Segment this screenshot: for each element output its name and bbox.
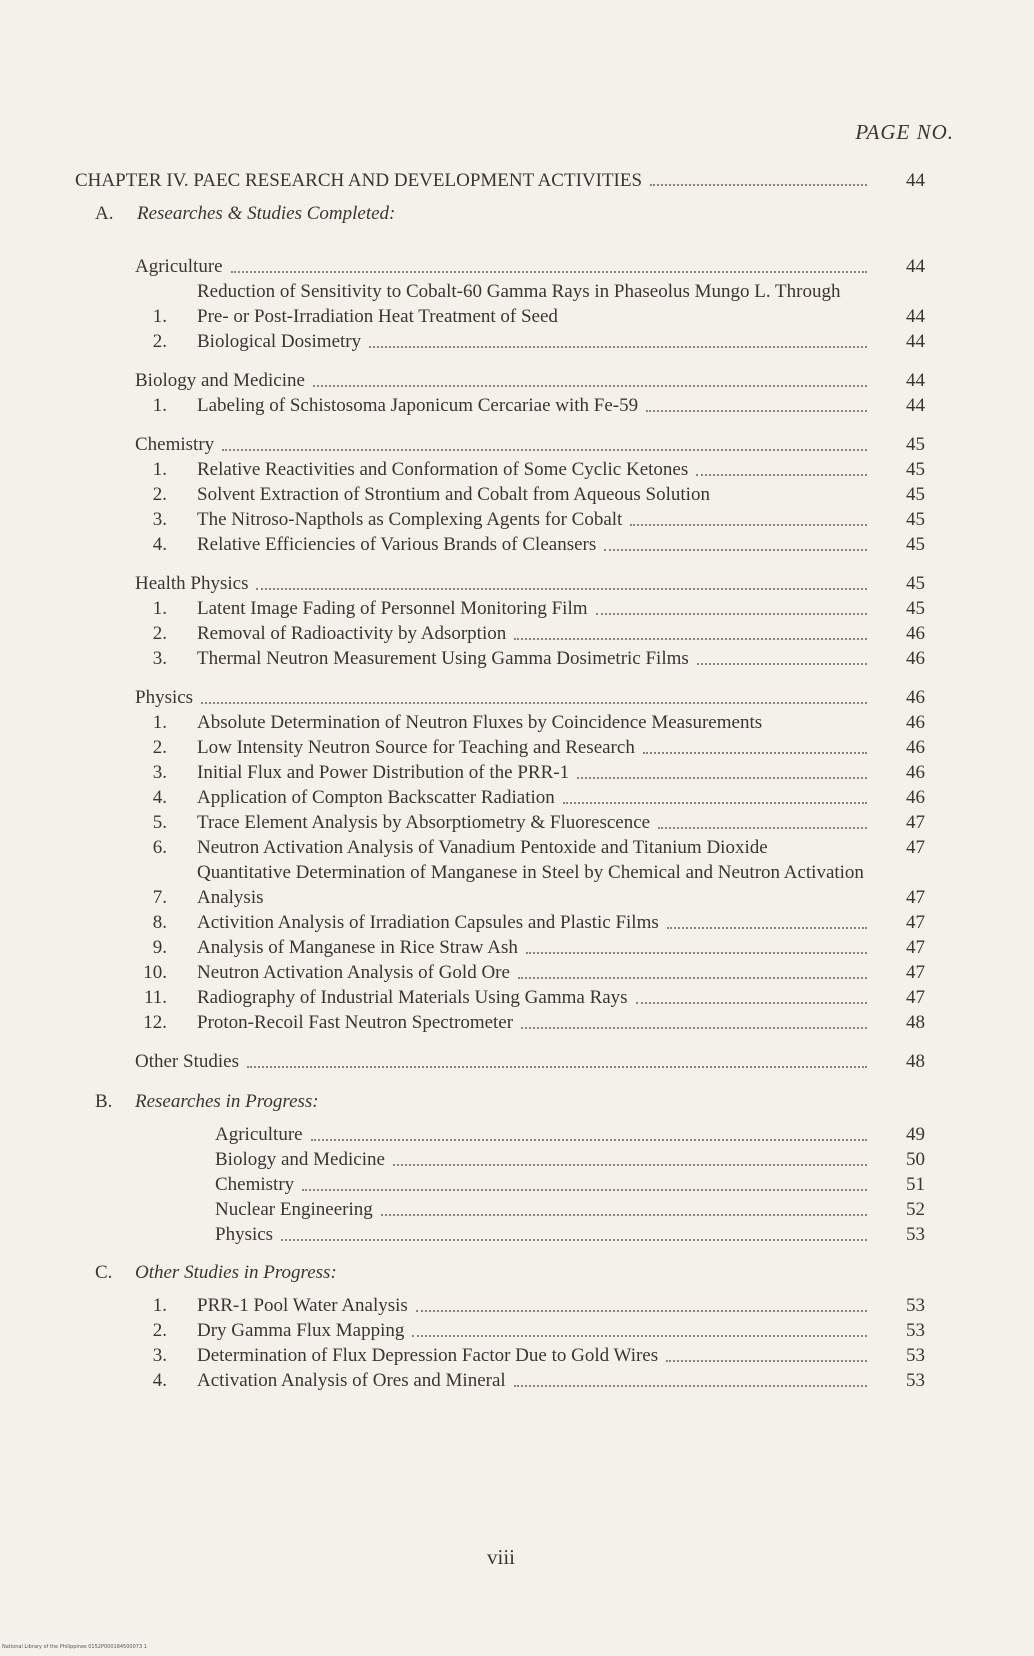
entry-number: 7. bbox=[152, 887, 167, 908]
chapter-page: 44 bbox=[906, 170, 925, 191]
entry-title: Other Studies bbox=[135, 1051, 239, 1072]
entry-number: 3. bbox=[152, 509, 167, 530]
chapter-title-row bbox=[75, 170, 925, 192]
toc-entry bbox=[135, 1343, 925, 1368]
leader-dots bbox=[636, 1002, 867, 1004]
leader-dots bbox=[247, 1066, 867, 1068]
entry-title: Chemistry bbox=[215, 1174, 295, 1195]
toc-entries bbox=[95, 254, 925, 1393]
entry-title: Absolute Determination of Neutron Fluxes by Coincidence Measurements bbox=[197, 712, 763, 733]
archive-stamp: National Library of the Philippines 0152P000184500073 1 bbox=[2, 1644, 147, 1650]
leader-dots bbox=[311, 1139, 867, 1141]
entry-page: 52 bbox=[906, 1199, 925, 1220]
entry-title: Physics bbox=[135, 687, 194, 708]
group-heading bbox=[135, 254, 925, 279]
entry-number: 6. bbox=[152, 837, 167, 858]
entry-title: Determination of Flux Depression Factor Due to Gold Wires bbox=[197, 1345, 659, 1366]
entry-page: 45 bbox=[906, 459, 925, 480]
entry-title: Chemistry bbox=[135, 434, 215, 455]
entry-title: Initial Flux and Power Distribution of the PRR-1 bbox=[197, 762, 570, 783]
entry-title: Trace Element Analysis by Absorptiometry & Fluorescence bbox=[197, 812, 651, 833]
entry-title: Activation Analysis of Ores and Mineral bbox=[197, 1370, 506, 1391]
toc-entry bbox=[135, 810, 925, 835]
toc-entry bbox=[135, 457, 925, 482]
entry-title: Thermal Neutron Measurement Using Gamma Dosimetric Films bbox=[197, 648, 689, 669]
section-c-heading bbox=[95, 1253, 925, 1293]
entry-page: 47 bbox=[906, 962, 925, 983]
toc-entry bbox=[135, 860, 925, 910]
leader-dots bbox=[667, 927, 867, 929]
leader-dots bbox=[518, 977, 867, 979]
toc-entry bbox=[135, 985, 925, 1010]
entry-title: Reduction of Sensitivity to Cobalt-60 Gamma Rays in Phaseolus Mungo L. Through Pre- or Post-Irradiation Heat Treatment of Seed bbox=[197, 281, 841, 327]
leader-dots bbox=[521, 1027, 867, 1029]
page-no-header: PAGE NO. bbox=[855, 120, 954, 144]
section-title: Researches in Progress: bbox=[135, 1091, 319, 1112]
toc-entry bbox=[135, 910, 925, 935]
entry-page: 44 bbox=[906, 395, 925, 416]
group-heading bbox=[135, 1049, 925, 1074]
entry-page: 47 bbox=[906, 837, 925, 858]
toc-entry bbox=[135, 596, 925, 621]
entry-number: 8. bbox=[152, 912, 167, 933]
entry-page: 45 bbox=[906, 484, 925, 505]
toc-entry bbox=[135, 532, 925, 557]
entry-page: 47 bbox=[906, 987, 925, 1008]
entry-page: 46 bbox=[906, 787, 925, 808]
entry-page: 46 bbox=[906, 737, 925, 758]
toc-entry bbox=[135, 1147, 925, 1172]
toc-entry bbox=[135, 1010, 925, 1035]
entry-title: Analysis of Manganese in Rice Straw Ash bbox=[197, 937, 518, 958]
entry-title: Solvent Extraction of Strontium and Cobalt from Aqueous Solution bbox=[197, 484, 710, 505]
entry-page: 48 bbox=[906, 1051, 925, 1072]
entry-title: Neutron Activation Analysis of Vanadium Pentoxide and Titanium Dioxide bbox=[197, 837, 768, 858]
entry-page: 45 bbox=[906, 573, 925, 594]
leader-dots bbox=[393, 1164, 867, 1166]
group-heading bbox=[135, 685, 925, 710]
toc-entry bbox=[135, 646, 925, 671]
entry-page: 46 bbox=[906, 687, 925, 708]
section-b-heading bbox=[95, 1082, 925, 1122]
entry-page: 46 bbox=[906, 762, 925, 783]
entry-page: 47 bbox=[906, 812, 925, 833]
entry-title: Radiography of Industrial Materials Using Gamma Rays bbox=[197, 987, 628, 1008]
entry-number: 1. bbox=[152, 306, 167, 327]
leader-dots bbox=[412, 1335, 867, 1337]
leader-dots bbox=[666, 1360, 867, 1362]
entry-number: 2. bbox=[152, 484, 167, 505]
leader-dots bbox=[630, 524, 867, 526]
leader-dots bbox=[697, 663, 867, 665]
group-heading bbox=[135, 432, 925, 457]
leader-dots bbox=[381, 1214, 867, 1216]
section-letter: A. bbox=[95, 203, 114, 224]
entry-page: 48 bbox=[906, 1012, 925, 1033]
entry-page: 53 bbox=[906, 1224, 925, 1245]
toc-entry bbox=[135, 1368, 925, 1393]
entry-number: 2. bbox=[152, 1320, 167, 1341]
entry-page: 51 bbox=[906, 1174, 925, 1195]
entry-page: 44 bbox=[906, 331, 925, 352]
entry-page: 53 bbox=[906, 1320, 925, 1341]
entry-page: 53 bbox=[906, 1295, 925, 1316]
entry-page: 47 bbox=[906, 912, 925, 933]
entry-number: 9. bbox=[152, 937, 167, 958]
leader-dots bbox=[563, 802, 867, 804]
entry-title: Agriculture bbox=[215, 1124, 303, 1145]
entry-number: 12. bbox=[143, 1012, 167, 1033]
entry-title: Biology and Medicine bbox=[135, 370, 305, 391]
entry-page: 50 bbox=[906, 1149, 925, 1170]
entry-title: Labeling of Schistosoma Japonicum Cercariae with Fe-59 bbox=[197, 395, 639, 416]
entry-title: Latent Image Fading of Personnel Monitoring Film bbox=[197, 598, 588, 619]
entry-number: 1. bbox=[152, 712, 167, 733]
entry-number: 4. bbox=[152, 787, 167, 808]
section-title: Researches & Studies Completed: bbox=[137, 203, 396, 224]
entry-title: Application of Compton Backscatter Radiation bbox=[197, 787, 555, 808]
entry-page: 45 bbox=[906, 434, 925, 455]
toc-entry bbox=[135, 735, 925, 760]
entry-title: Nuclear Engineering bbox=[215, 1199, 373, 1220]
entry-number: 3. bbox=[152, 1345, 167, 1366]
entry-title: Physics bbox=[215, 1224, 274, 1245]
entry-page: 46 bbox=[906, 648, 925, 669]
entry-title: Biological Dosimetry bbox=[197, 331, 362, 352]
entry-number: 5. bbox=[152, 812, 167, 833]
entry-page: 44 bbox=[906, 370, 925, 391]
entry-number: 1. bbox=[152, 395, 167, 416]
entry-title: Dry Gamma Flux Mapping bbox=[197, 1320, 405, 1341]
entry-title: Biology and Medicine bbox=[215, 1149, 385, 1170]
entry-page: 46 bbox=[906, 623, 925, 644]
leader-dots bbox=[416, 1310, 867, 1312]
entry-number: 2. bbox=[152, 737, 167, 758]
chapter-title: CHAPTER IV. PAEC RESEARCH AND DEVELOPMENT ACTIVITIES bbox=[75, 170, 643, 191]
entry-title: Relative Efficiencies of Various Brands of Cleansers bbox=[197, 534, 597, 555]
entry-title: PRR-1 Pool Water Analysis bbox=[197, 1295, 408, 1316]
toc-entry bbox=[135, 785, 925, 810]
toc-entry bbox=[135, 329, 925, 354]
leader-dots bbox=[526, 952, 867, 954]
entry-title: Proton-Recoil Fast Neutron Spectrometer bbox=[197, 1012, 514, 1033]
entry-page: 53 bbox=[906, 1345, 925, 1366]
leader-dots bbox=[201, 702, 867, 704]
entry-title: Activition Analysis of Irradiation Capsules and Plastic Films bbox=[197, 912, 659, 933]
entry-number: 3. bbox=[152, 762, 167, 783]
leader-dots bbox=[222, 449, 867, 451]
toc-entry bbox=[135, 1197, 925, 1222]
leader-dots bbox=[313, 385, 867, 387]
toc-entry bbox=[135, 935, 925, 960]
entry-number: 2. bbox=[152, 331, 167, 352]
toc-entry bbox=[135, 1222, 925, 1247]
section-title: Other Studies in Progress: bbox=[135, 1262, 337, 1283]
entry-number: 4. bbox=[152, 534, 167, 555]
toc-entry bbox=[135, 621, 925, 646]
toc-entry bbox=[135, 482, 925, 507]
entry-number: 11. bbox=[143, 987, 167, 1008]
entry-page: 46 bbox=[906, 712, 925, 733]
entry-number: 2. bbox=[152, 623, 167, 644]
leader-dots bbox=[643, 752, 867, 754]
group-heading bbox=[135, 571, 925, 596]
entry-title: The Nitroso-Napthols as Complexing Agents for Cobalt bbox=[197, 509, 623, 530]
leader-dots bbox=[231, 271, 867, 273]
toc-entry bbox=[135, 1172, 925, 1197]
entry-number: 10. bbox=[143, 962, 167, 983]
leader-dots bbox=[302, 1189, 867, 1191]
toc-entry bbox=[135, 760, 925, 785]
entry-title: Low Intensity Neutron Source for Teaching and Research bbox=[197, 737, 635, 758]
toc-entry bbox=[135, 393, 925, 418]
entry-page: 44 bbox=[906, 306, 925, 327]
toc-entry bbox=[135, 960, 925, 985]
toc-entry bbox=[135, 279, 925, 329]
section-letter: C. bbox=[95, 1262, 113, 1283]
toc-entry bbox=[135, 1293, 925, 1318]
entry-page: 47 bbox=[906, 887, 925, 908]
entry-page: 45 bbox=[906, 598, 925, 619]
entry-page: 44 bbox=[906, 256, 925, 277]
leader-dots bbox=[369, 346, 867, 348]
entry-title: Neutron Activation Analysis of Gold Ore bbox=[197, 962, 510, 983]
entry-number: 1. bbox=[152, 598, 167, 619]
toc-entry bbox=[135, 710, 925, 735]
leader-dots bbox=[596, 613, 867, 615]
leader-dots bbox=[646, 410, 867, 412]
toc-entry bbox=[135, 1318, 925, 1343]
entry-page: 53 bbox=[906, 1370, 925, 1391]
toc-entry bbox=[135, 835, 925, 860]
leader-dots bbox=[514, 638, 867, 640]
toc-entry bbox=[135, 507, 925, 532]
entry-title: Quantitative Determination of Manganese in Steel by Chemical and Neutron Activation Analysis bbox=[197, 862, 864, 908]
leader-dots bbox=[514, 1385, 867, 1387]
page-number: viii bbox=[487, 1545, 516, 1569]
entry-number: 1. bbox=[152, 1295, 167, 1316]
section-a-heading bbox=[95, 203, 395, 225]
entry-number: 1. bbox=[152, 459, 167, 480]
leader-dots bbox=[658, 827, 867, 829]
section-letter: B. bbox=[95, 1091, 113, 1112]
leader-dots bbox=[604, 549, 867, 551]
entry-page: 45 bbox=[906, 534, 925, 555]
leader-dots bbox=[256, 588, 867, 590]
entry-title: Relative Reactivities and Conformation of Some Cyclic Ketones bbox=[197, 459, 689, 480]
leader-dots bbox=[577, 777, 867, 779]
entry-page: 45 bbox=[906, 509, 925, 530]
leader-dots bbox=[696, 474, 867, 476]
toc-entry bbox=[135, 1122, 925, 1147]
entry-title: Removal of Radioactivity by Adsorption bbox=[197, 623, 507, 644]
entry-page: 49 bbox=[906, 1124, 925, 1145]
entry-number: 4. bbox=[152, 1370, 167, 1391]
entry-number: 3. bbox=[152, 648, 167, 669]
entry-title: Health Physics bbox=[135, 573, 249, 594]
entry-page: 47 bbox=[906, 937, 925, 958]
leader-dots bbox=[281, 1239, 867, 1241]
group-heading bbox=[135, 368, 925, 393]
leader-dots bbox=[650, 170, 867, 186]
entry-title: Agriculture bbox=[135, 256, 223, 277]
